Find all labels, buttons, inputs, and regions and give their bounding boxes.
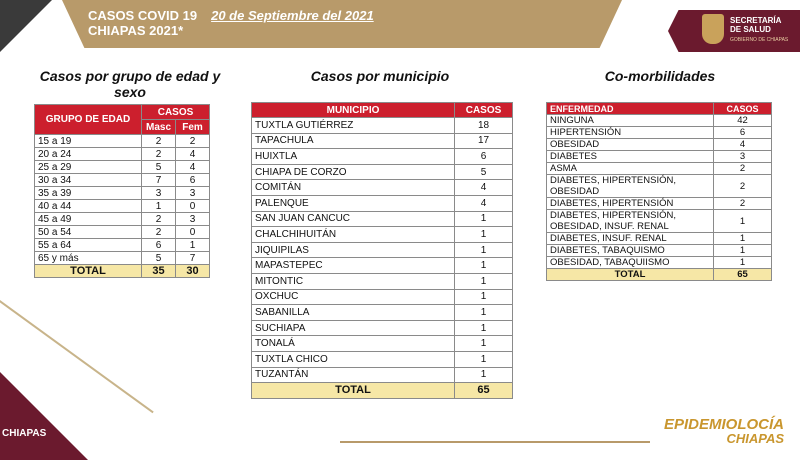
- table-row: [547, 163, 772, 175]
- cases-cell: 3: [714, 151, 772, 163]
- page-title: [88, 8, 374, 38]
- masc-cell: 3: [142, 187, 176, 200]
- municipio-cell: PALENQUE: [252, 195, 455, 211]
- table-row: [252, 289, 513, 305]
- table-row: [547, 151, 772, 163]
- cases-cell: 2: [714, 198, 772, 210]
- cases-cell: 2: [714, 163, 772, 175]
- municipio-cell: SUCHIAPA: [252, 320, 455, 336]
- total-fem: 30: [176, 265, 210, 278]
- corner-decoration: [0, 0, 52, 52]
- table-row: [547, 198, 772, 210]
- table-row: [252, 211, 513, 227]
- age-group-cell: 55 a 64: [35, 239, 142, 252]
- cases-cell: 2: [714, 175, 772, 198]
- municipio-cell: MITONTIC: [252, 273, 455, 289]
- cases-cell: 6: [714, 127, 772, 139]
- municipio-cell: TUXTLA GUTIÉRREZ: [252, 118, 455, 134]
- cases-cell: 1: [455, 227, 513, 243]
- title-line2: CHIAPAS 2021*: [88, 23, 184, 38]
- fem-cell: 0: [176, 226, 210, 239]
- col-header-cases: CASOS: [455, 103, 513, 118]
- col-header-municipio: MUNICIPIO: [252, 103, 455, 118]
- masc-cell: 5: [142, 161, 176, 174]
- cases-cell: 1: [714, 210, 772, 233]
- total-row: [252, 383, 513, 399]
- table-row: [252, 320, 513, 336]
- table-row: [35, 148, 210, 161]
- table-row: [547, 257, 772, 269]
- chiapas-logo: CHIAPAS: [2, 428, 47, 439]
- corner-decoration-bottom: [0, 372, 88, 460]
- table-row: [35, 226, 210, 239]
- cases-cell: 1: [455, 320, 513, 336]
- col-header-fem: Fem: [176, 120, 210, 135]
- table-row: [252, 258, 513, 274]
- age-group-cell: 20 a 24: [35, 148, 142, 161]
- col-header-cases: CASOS: [714, 103, 772, 115]
- cases-cell: 1: [455, 211, 513, 227]
- municipio-cell: CHIAPA DE CORZO: [252, 164, 455, 180]
- table-row: [252, 118, 513, 134]
- table-row: [547, 245, 772, 257]
- logo-subtext: GOBIERNO DE CHIAPAS: [730, 37, 789, 43]
- age-section-title: Casos por grupo de edad y sexo: [39, 68, 221, 100]
- cases-cell: 1: [455, 273, 513, 289]
- fem-cell: 4: [176, 161, 210, 174]
- cases-cell: 1: [714, 245, 772, 257]
- enfermedad-cell: ASMA: [547, 163, 714, 175]
- col-header-group: GRUPO DE EDAD: [35, 105, 142, 135]
- masc-cell: 2: [142, 226, 176, 239]
- table-row: [252, 180, 513, 196]
- cases-cell: 18: [455, 118, 513, 134]
- fem-cell: 6: [176, 174, 210, 187]
- total-value: 65: [455, 383, 513, 399]
- municipio-cell: COMITÁN: [252, 180, 455, 196]
- table-row: [35, 213, 210, 226]
- footer-divider: [340, 441, 650, 443]
- table-row: [547, 127, 772, 139]
- table-row: [35, 174, 210, 187]
- municipio-cell: OXCHUC: [252, 289, 455, 305]
- table-row: [252, 149, 513, 165]
- col-header-enfermedad: ENFERMEDAD: [547, 103, 714, 115]
- cases-cell: 1: [714, 257, 772, 269]
- table-row: [547, 233, 772, 245]
- enfermedad-cell: DIABETES, HIPERTENSIÓN: [547, 198, 714, 210]
- comorbidity-table: [546, 102, 772, 281]
- total-label: TOTAL: [547, 269, 714, 281]
- fem-cell: 4: [176, 148, 210, 161]
- cases-cell: 1: [455, 258, 513, 274]
- enfermedad-cell: DIABETES, HIPERTENSIÓN, OBESIDAD: [547, 175, 714, 198]
- municipio-cell: MAPASTEPEC: [252, 258, 455, 274]
- table-row: [252, 305, 513, 321]
- enfermedad-cell: DIABETES, INSUF. RENAL: [547, 233, 714, 245]
- table-row: [252, 367, 513, 383]
- table-row: [35, 187, 210, 200]
- cases-cell: 42: [714, 115, 772, 127]
- cases-cell: 1: [714, 233, 772, 245]
- chiapas-emblem-icon: [702, 14, 724, 44]
- table-row: [252, 164, 513, 180]
- enfermedad-cell: DIABETES, TABAQUISMO: [547, 245, 714, 257]
- municipality-table: [251, 102, 513, 399]
- total-row: [547, 269, 772, 281]
- table-row: [252, 242, 513, 258]
- col-header-cases: CASOS: [142, 105, 210, 120]
- title-line1: CASOS COVID 19: [88, 8, 198, 23]
- cases-cell: 4: [455, 195, 513, 211]
- enfermedad-cell: OBESIDAD: [547, 139, 714, 151]
- age-group-cell: 35 a 39: [35, 187, 142, 200]
- table-row: [547, 175, 772, 198]
- enfermedad-cell: DIABETES: [547, 151, 714, 163]
- enfermedad-cell: OBESIDAD, TABAQUIISMO: [547, 257, 714, 269]
- cases-cell: 6: [455, 149, 513, 165]
- cases-cell: 1: [455, 242, 513, 258]
- fem-cell: 3: [176, 187, 210, 200]
- fem-cell: 3: [176, 213, 210, 226]
- municipio-cell: TONALÁ: [252, 336, 455, 352]
- table-row: [252, 336, 513, 352]
- age-group-cell: 65 y más: [35, 252, 142, 265]
- table-row: [547, 210, 772, 233]
- table-row: [35, 252, 210, 265]
- masc-cell: 2: [142, 135, 176, 148]
- report-date: 20 de Septiembre del 2021: [211, 8, 374, 23]
- table-row: [252, 351, 513, 367]
- cases-cell: 5: [455, 164, 513, 180]
- masc-cell: 5: [142, 252, 176, 265]
- masc-cell: 2: [142, 213, 176, 226]
- cases-cell: 4: [455, 180, 513, 196]
- total-row: [35, 265, 210, 278]
- cases-cell: 4: [714, 139, 772, 151]
- municipio-cell: HUIXTLA: [252, 149, 455, 165]
- table-row: [252, 227, 513, 243]
- municipio-cell: TUZANTÁN: [252, 367, 455, 383]
- cases-cell: 17: [455, 133, 513, 149]
- enfermedad-cell: DIABETES, HIPERTENSIÓN, OBESIDAD, INSUF. RENAL: [547, 210, 714, 233]
- cases-cell: 1: [455, 367, 513, 383]
- municipio-cell: SAN JUAN CANCUC: [252, 211, 455, 227]
- municipio-cell: TAPACHULA: [252, 133, 455, 149]
- fem-cell: 0: [176, 200, 210, 213]
- table-row: [35, 135, 210, 148]
- masc-cell: 2: [142, 148, 176, 161]
- municipio-cell: SABANILLA: [252, 305, 455, 321]
- age-table: [34, 104, 210, 278]
- masc-cell: 7: [142, 174, 176, 187]
- table-row: [35, 161, 210, 174]
- total-label: TOTAL: [252, 383, 455, 399]
- cases-cell: 1: [455, 289, 513, 305]
- total-label: TOTAL: [35, 265, 142, 278]
- logo-text: SECRETARÍA DE SALUD: [730, 16, 782, 34]
- age-group-cell: 30 a 34: [35, 174, 142, 187]
- epidemiologia-logo: EPIDEMIOLOCÍA CHIAPAS: [664, 416, 785, 446]
- age-group-cell: 25 a 29: [35, 161, 142, 174]
- age-group-cell: 50 a 54: [35, 226, 142, 239]
- table-row: [252, 273, 513, 289]
- table-row: [547, 139, 772, 151]
- cases-cell: 1: [455, 305, 513, 321]
- total-value: 65: [714, 269, 772, 281]
- fem-cell: 1: [176, 239, 210, 252]
- muni-section-title: Casos por municipio: [310, 68, 450, 84]
- cases-cell: 1: [455, 351, 513, 367]
- col-header-masc: Masc: [142, 120, 176, 135]
- total-masc: 35: [142, 265, 176, 278]
- age-group-cell: 15 a 19: [35, 135, 142, 148]
- enfermedad-cell: NINGUNA: [547, 115, 714, 127]
- fem-cell: 2: [176, 135, 210, 148]
- table-row: [252, 133, 513, 149]
- municipio-cell: JIQUIPILAS: [252, 242, 455, 258]
- table-row: [252, 195, 513, 211]
- municipio-cell: TUXTLA CHICO: [252, 351, 455, 367]
- table-row: [35, 239, 210, 252]
- age-group-cell: 45 a 49: [35, 213, 142, 226]
- enfermedad-cell: HIPERTENSIÓN: [547, 127, 714, 139]
- masc-cell: 1: [142, 200, 176, 213]
- table-row: [547, 115, 772, 127]
- comor-section-title: Co-morbilidades: [604, 68, 716, 84]
- table-row: [35, 200, 210, 213]
- masc-cell: 6: [142, 239, 176, 252]
- age-group-cell: 40 a 44: [35, 200, 142, 213]
- fem-cell: 7: [176, 252, 210, 265]
- cases-cell: 1: [455, 336, 513, 352]
- municipio-cell: CHALCHIHUITÁN: [252, 227, 455, 243]
